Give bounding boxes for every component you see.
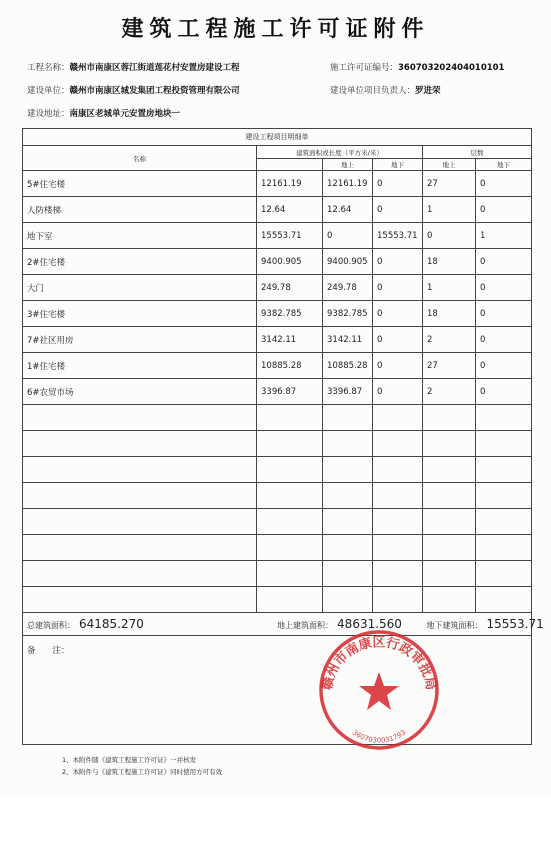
cell-floors-above: 27 — [423, 171, 476, 197]
empty-cell — [257, 405, 323, 431]
permit-number-value: 360703202404010101 — [398, 63, 505, 73]
builder-line — [27, 84, 240, 96]
empty-cell — [23, 405, 257, 431]
cell-name: 1#住宅楼 — [23, 353, 257, 379]
cell-floors-above: 0 — [423, 223, 476, 249]
manager-line — [330, 84, 441, 96]
table-row — [23, 223, 532, 249]
cell-floors-below: 0 — [476, 197, 532, 223]
cell-above-area: 12.64 — [323, 197, 373, 223]
cell-below-area: 0 — [373, 353, 423, 379]
above-ground-area-label: 地上建筑面积： — [277, 621, 334, 630]
cell-name: 2#住宅楼 — [23, 249, 257, 275]
empty-cell — [323, 457, 373, 483]
subheader-area-blank — [257, 159, 323, 171]
empty-cell — [257, 535, 323, 561]
cell-total-area: 3142.11 — [257, 327, 323, 353]
empty-cell — [423, 561, 476, 587]
cell-total-area: 249.78 — [257, 275, 323, 301]
empty-cell — [257, 483, 323, 509]
seal-code: 3607030031793 — [350, 728, 408, 745]
cell-below-area: 0 — [373, 275, 423, 301]
empty-cell — [423, 509, 476, 535]
cell-below-area: 0 — [373, 379, 423, 405]
empty-cell — [23, 587, 257, 613]
cell-total-area: 9382.785 — [257, 301, 323, 327]
total-area-value: 64185.270 — [79, 617, 144, 631]
manager-value: 罗进荣 — [415, 86, 441, 96]
table-row — [23, 171, 532, 197]
footnote-2: 2、本附件与《建筑工程施工许可证》同时使用方可有效 — [62, 768, 223, 776]
empty-cell — [323, 535, 373, 561]
official-seal — [313, 624, 445, 756]
permit-number-label: 施工许可证编号： — [330, 63, 399, 73]
document-title: 建筑工程施工许可证附件 — [121, 16, 430, 42]
cell-total-area: 3396.87 — [257, 379, 323, 405]
table-row — [23, 275, 532, 301]
empty-table-row — [23, 535, 532, 561]
cell-total-area: 12161.19 — [257, 171, 323, 197]
footnotes — [62, 754, 222, 778]
cell-floors-above: 2 — [423, 379, 476, 405]
empty-table-row — [23, 457, 532, 483]
cell-above-area: 12161.19 — [323, 171, 373, 197]
cell-below-area: 0 — [373, 171, 423, 197]
cell-floors-below: 0 — [476, 249, 532, 275]
below-ground-area-label: 地下建筑面积： — [426, 621, 483, 630]
empty-cell — [373, 405, 423, 431]
empty-cell — [257, 509, 323, 535]
empty-table-row — [23, 587, 532, 613]
cell-total-area: 12.64 — [257, 197, 323, 223]
empty-cell — [23, 509, 257, 535]
empty-table-row — [23, 483, 532, 509]
cell-floors-above: 18 — [423, 249, 476, 275]
remarks-label: 备 注： — [23, 636, 532, 745]
empty-cell — [373, 483, 423, 509]
cell-floors-above: 18 — [423, 301, 476, 327]
empty-table-row — [23, 405, 532, 431]
cell-floors-above: 2 — [423, 327, 476, 353]
empty-cell — [323, 561, 373, 587]
empty-cell — [373, 457, 423, 483]
column-header-floors: 层数 — [423, 146, 532, 159]
empty-cell — [423, 483, 476, 509]
cell-floors-below: 0 — [476, 171, 532, 197]
empty-cell — [373, 509, 423, 535]
table-row — [23, 327, 532, 353]
empty-cell — [423, 587, 476, 613]
empty-cell — [323, 587, 373, 613]
cell-floors-below: 0 — [476, 379, 532, 405]
table-row — [23, 197, 532, 223]
cell-name: 人防楼梯 — [23, 197, 257, 223]
cell-below-area: 0 — [373, 197, 423, 223]
empty-cell — [323, 405, 373, 431]
empty-cell — [323, 431, 373, 457]
table-row — [23, 379, 532, 405]
empty-cell — [423, 405, 476, 431]
cell-floors-above: 1 — [423, 275, 476, 301]
cell-below-area: 15553.71 — [373, 223, 423, 249]
seal-star-icon — [359, 672, 399, 710]
empty-cell — [476, 509, 532, 535]
table-row — [23, 249, 532, 275]
empty-cell — [373, 587, 423, 613]
column-header-name: 名称 — [23, 146, 257, 171]
footnote-1: 1、本附件随《建筑工程施工许可证》一并核发 — [62, 756, 197, 764]
cell-below-area: 0 — [373, 327, 423, 353]
empty-cell — [373, 535, 423, 561]
empty-cell — [257, 587, 323, 613]
empty-cell — [373, 561, 423, 587]
cell-name: 6#农贸市场 — [23, 379, 257, 405]
total-area — [23, 613, 257, 636]
builder-label: 建设单位： — [27, 86, 70, 96]
empty-cell — [373, 431, 423, 457]
empty-cell — [476, 431, 532, 457]
empty-cell — [423, 431, 476, 457]
empty-table-row — [23, 431, 532, 457]
empty-cell — [423, 535, 476, 561]
address-value: 南康区老城单元安置房地块一 — [69, 109, 181, 119]
cell-above-area: 249.78 — [323, 275, 373, 301]
empty-cell — [323, 483, 373, 509]
empty-cell — [257, 431, 323, 457]
project-detail-table — [22, 128, 544, 858]
subheader-floors-below: 地下 — [476, 159, 532, 171]
cell-name: 地下室 — [23, 223, 257, 249]
empty-cell — [23, 535, 257, 561]
empty-cell — [23, 483, 257, 509]
empty-cell — [23, 561, 257, 587]
cell-floors-above: 1 — [423, 197, 476, 223]
total-area-label: 总建筑面积： — [27, 621, 75, 630]
column-header-area: 建筑面积或长度（平方米/米） — [257, 146, 423, 159]
cell-total-area: 15553.71 — [257, 223, 323, 249]
project-name-line — [27, 61, 240, 73]
cell-floors-below: 0 — [476, 353, 532, 379]
empty-cell — [257, 457, 323, 483]
subheader-floors-above: 地上 — [423, 159, 476, 171]
below-ground-area-value: 15553.71 — [486, 617, 544, 631]
table-row — [23, 353, 532, 379]
empty-cell — [476, 587, 532, 613]
above-ground-area-value: 48631.560 — [337, 617, 402, 631]
empty-cell — [323, 509, 373, 535]
cell-name: 5#住宅楼 — [23, 171, 257, 197]
remarks-row — [23, 636, 532, 745]
cell-floors-below: 0 — [476, 301, 532, 327]
subheader-area-below: 地下 — [373, 159, 423, 171]
empty-cell — [476, 483, 532, 509]
empty-cell — [476, 535, 532, 561]
permit-number-line — [330, 61, 504, 73]
empty-cell — [476, 561, 532, 587]
empty-cell — [257, 561, 323, 587]
address-label: 建设地址： — [27, 109, 70, 119]
builder-value: 赣州市南康区城发集团工程投资管理有限公司 — [69, 86, 240, 96]
empty-table-row — [23, 509, 532, 535]
empty-cell — [423, 457, 476, 483]
empty-cell — [476, 457, 532, 483]
cell-total-area: 9400.905 — [257, 249, 323, 275]
empty-table-row — [23, 561, 532, 587]
cell-total-area: 10885.28 — [257, 353, 323, 379]
cell-floors-above: 27 — [423, 353, 476, 379]
cell-above-area: 9382.785 — [323, 301, 373, 327]
cell-floors-below: 1 — [476, 223, 532, 249]
empty-cell — [476, 405, 532, 431]
project-name-label: 工程名称： — [27, 63, 70, 73]
cell-above-area: 3396.87 — [323, 379, 373, 405]
cell-above-area: 9400.905 — [323, 249, 373, 275]
cell-name: 3#住宅楼 — [23, 301, 257, 327]
subheader-area-above: 地上 — [323, 159, 373, 171]
cell-name: 7#社区用房 — [23, 327, 257, 353]
cell-floors-below: 0 — [476, 275, 532, 301]
empty-cell — [23, 457, 257, 483]
cell-above-area: 10885.28 — [323, 353, 373, 379]
manager-label: 建设单位项目负责人： — [330, 86, 416, 96]
address-line — [27, 107, 180, 119]
cell-above-area: 3142.11 — [323, 327, 373, 353]
table-row — [23, 301, 532, 327]
seal-text: 赣州市南康区行政审批局 — [319, 635, 439, 692]
table-caption: 建设工程项目明细单 — [23, 129, 532, 146]
empty-cell — [23, 431, 257, 457]
project-name-value: 赣州市南康区蓉江街道莲花村安置房建设工程 — [69, 63, 240, 73]
cell-name: 大门 — [23, 275, 257, 301]
cell-below-area: 0 — [373, 301, 423, 327]
cell-floors-below: 0 — [476, 327, 532, 353]
cell-below-area: 0 — [373, 249, 423, 275]
cell-above-area: 0 — [323, 223, 373, 249]
summary-row — [23, 613, 532, 636]
